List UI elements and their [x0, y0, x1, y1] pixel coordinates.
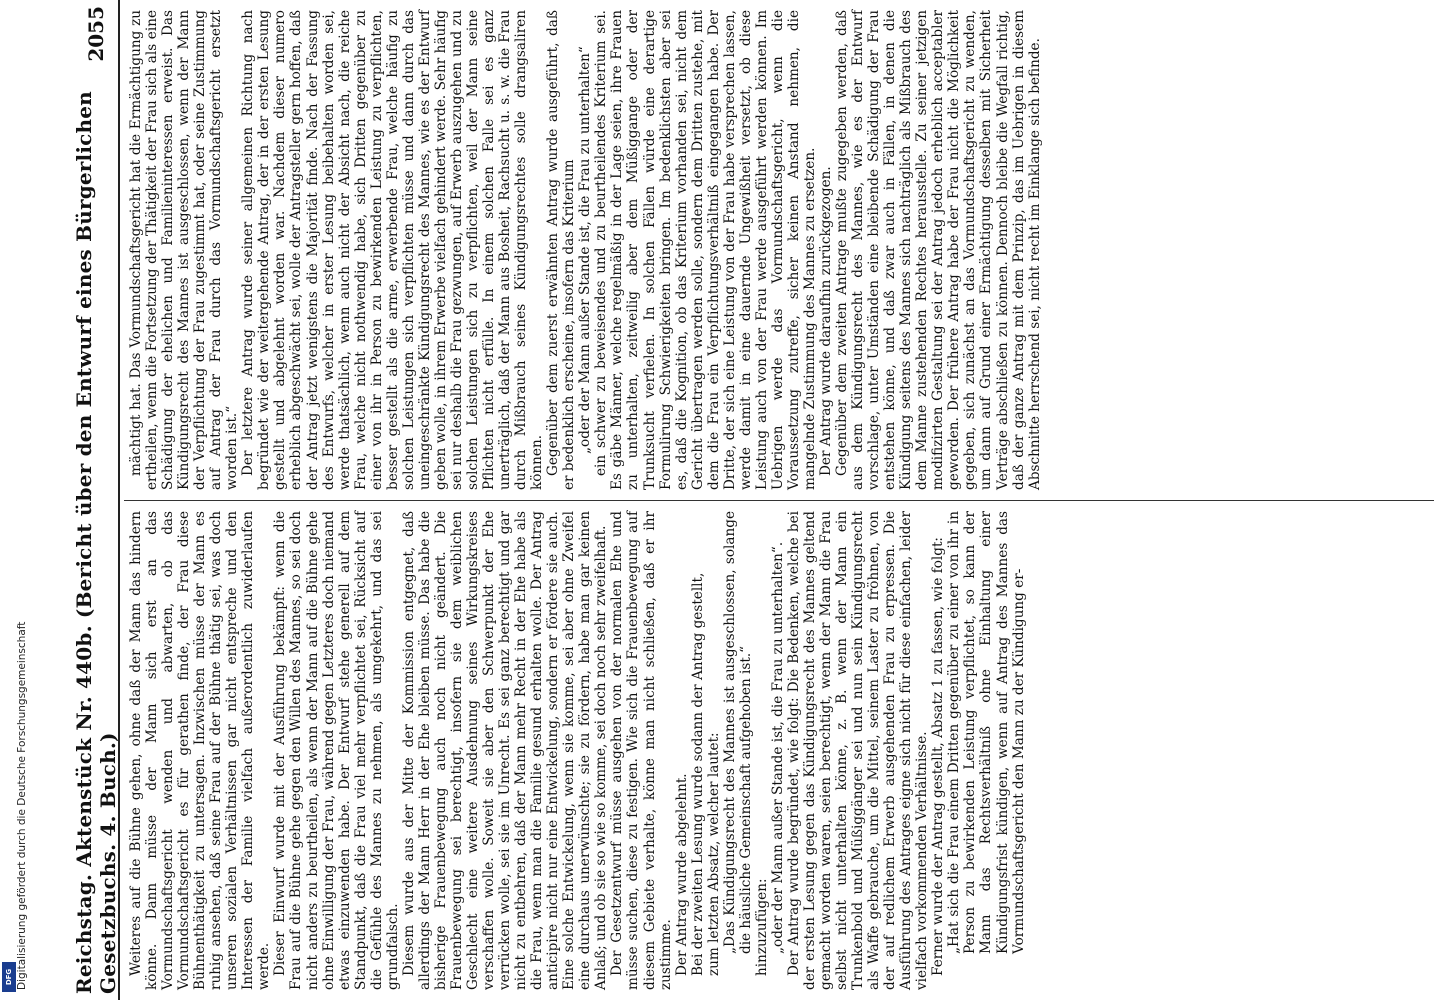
paragraph: Der Antrag wurde abgelehnt.	[673, 773, 690, 976]
right-column	[124, 0, 1434, 500]
paragraph: zum letzten Absatz, welcher lautet:	[705, 732, 722, 976]
paragraph: Gegenüber dem zweiten Antrage mußte zugegeben werden, daß aus dem Kündigungsrecht des Mannes, wie es der Entwurf vorschlage, unter Umständen eine bleibende Schädigung der Frau entstehen könne, und daß zwar auch in Fällen, in denen die Kündigung seitens des Mannes sich nachträglich als Mißbrauch des dem Manne zustehenden Rechtes herausstelle. Zu seiner jetzigen modifizirten Gestaltung sei der Antrag jedoch erheblich acceptabler geworden. Der frühere Antrag habe der Frau nicht die Möglichkeit gegeben, sich zunächst an das Vormundschaftsgericht zu wenden, um dann auf Grund einer Ermächtigung desselben mit Sicherheit Verträge abschließen zu können. Dennoch bleibe die Wegfall richtig, daß der ganze Antrag mit dem Prinzip, das im Uebrigen in diesem Abschnitte herrschend sei, nicht recht im Einklange sich befinde.	[834, 10, 1043, 490]
paragraph: ein schwer zu beweisendes und zu beurtheilendes Kriterium sei. Es gäbe Männer, welche regelmäßig in der Lage seien, ihre Frauen zu unterhalten, zeitweilig aber dem Müßiggange oder der Trunksucht verfielen. In solchen Fällen würde eine derartige Formulirung Schwierigkeiten bringen. Im bedenklichsten aber sei es, daß die Kognition, ob das Kriterium vorhanden sei, nicht dem Gericht übertragen werden solle, sondern dem Dritten zustehe, mit dem die Frau ein Verpflichtungsverhältniß eingegangen habe. Der Dritte, der sich eine Leistung von der Frau habe versprechen lassen, werde damit in eine dauernde Ungewißheit versetzt, ob diese Leistung auch von der Frau werde ausgeführt werden können. Im Uebrigen werde das Vormundschaftsgericht, wenn die Voraussetzung zutreffe, sicher keinen Anstand nehmen, die mangelnde Zustimmung des Mannes zu ersetzen.	[593, 10, 818, 490]
page-header	[74, 0, 120, 1000]
digitization-note: Digitalisierung gefördert durch die Deutsche Forschungsgemeinschaft	[16, 621, 28, 990]
paragraph: „oder der Mann außer Stande ist, die Frau zu unterhalten“.	[769, 541, 786, 954]
paragraph: Der Antrag wurde begründet, wie folgt: Die Bedenken, welche bei der ersten Lesung gegen das Kündigungsrecht des Mannes geltend gemacht worden waren, seien berechtigt, wenn der Mann die Frau selbst nicht unterhalten könne, z. B. wenn der Mann ein Trunkenbold und Müßiggänger sei und nun sein Kündigungsrecht als Waffe gebrauche, um die Mittel, seinem Laster zu fröhnen, von der auf redlichem Erwerb ausgehenden Frau zu erpressen. Die Ausführung des Antrages eigne sich nicht für diese einfachen, leider vielfach vorkommenden Verhältnisse.	[785, 511, 931, 990]
dfg-logo-text: DFG	[5, 968, 13, 986]
page-number: 2055	[84, 6, 108, 62]
paragraph: Der letztere Antrag wurde seiner allgemeinen Richtung nach begründet wie der weitergehende Antrag, der in der ersten Lesung gestellt und abgelehnt worden war. Nachdem dieser numero erheblich abgeschwächt sei, wolle der Antragsteller gern hoffen, daß der Antrag jetzt wenigstens die Majorität finde. Nach der Fassung des Entwurfs, welcher in erster Lesung beibehalten worden sei, werde thatsächlich, wenn auch nicht der Absicht nach, die reiche Frau, welche nicht nothwendig habe, sich Dritten gegenüber zu einer von ihr in Person zu bewirkenden Leistung zu verpflichten, besser gestellt als die arme, erwerbende Frau, welche häufig zu solchen Leistungen sich verpflichten müsse und dann durch das uneingeschränkte Kündigungsrecht des Mannes, wie es der Entwurf geben wolle, in ihrem Erwerbe vielfach gehindert werde. Sehr häufig sei nur deshalb die Frau gezwungen, auf Erwerb auszugehen und zu solchen Leistungen sich zu verpflichten, weil der Mann seine Pflichten nicht erfülle. In einem solchen Falle sei es ganz unerträglich, daß der Mann aus Bosheit, Rachsucht u. s. w. die Frau durch Mißbrauch seines Kündigungsrechtes solle drangsaliren können.	[240, 10, 546, 490]
side-footer	[0, 0, 28, 1000]
document-page	[74, 0, 1434, 1000]
paragraph: Ferner wurde der Antrag gestellt, Absatz 1 zu fassen, wie folgt:	[930, 536, 947, 976]
paragraph: „oder der Mann außer Stande ist, die Frau zu unterhalten“	[577, 46, 594, 454]
paragraph: hinzuzufügen:	[753, 878, 770, 976]
paragraph: Bei der zweiten Lesung wurde sodann der Antrag gestellt,	[689, 572, 706, 976]
paragraph: Gegenüber dem zuerst erwähnten Antrag wurde ausgeführt, daß er bedenklich erscheine, insofern das Kriterium	[545, 10, 578, 490]
paragraph: Diesem wurde aus der Mitte der Kommission entgegnet, daß allerdings der Mann Herr in der Ehe bleiben müsse. Das habe die bisherige Frauenbewegung auch noch nicht geändert. Die Frauenbewegung sei berechtigt, insofern sie dem weiblichen Geschlecht eine weitere Ausdehnung seines Wirkungskreises verschaffen wolle. Soweit sie aber den Schwerpunkt der Ehe verrücken wolle, sei sie im Unrecht. Es sei ganz berechtigt und gar nicht zu entbehren, daß der Mann mehr Recht in der Ehe habe als die Frau, wenn man die Familie gesund erhalten wolle. Der Antrag anticipire nicht nur eine Entwickelung, sondern er fördere sie auch. Eine solche Entwickelung, wenn sie komme, sei aber ohne Zweifel eine durchaus unerwünschte; sie zu fördern, habe man gar keinen Anlaß; und ob sie so wie so komme, sei doch noch sehr zweifelhaft.	[400, 511, 610, 990]
paragraph: Dieser Einwurf wurde mit der Ausführung bekämpft: wenn die Frau auf die Bühne gehe gegen den Willen des Mannes, so sei doch nicht anders zu beurtheilen, als wenn der Mann auf die Bühne gehe ohne Einwilligung der Frau, während gegen Letzteres doch niemand etwas einzuwenden habe. Der Entwurf stehe generell auf dem Standpunkt, daß die Frau viel mehr verpflichtet sei, Rücksicht auf die Gefühle des Mannes zu nehmen, als umgekehrt, und das sei grundfalsch.	[272, 511, 401, 990]
paragraph: Weiteres auf die Bühne gehen, ohne daß der Mann das hindern könne. Dann müsse der Mann sich erst an das Vormundschaftsgericht wenden und abwarten, ob das Vormundschaftsgericht es für gerathen finde, der Frau diese Bühnenthätigkeit zu untersagen. Inzwischen müsse der Mann es ruhig ansehen, daß seine Frau auf der Bühne thätig sei, was doch unseren sozialen Verhältnissen gar nicht entspreche und den Interessen der Familie vielfach außerordentlich zuwiderlaufen werde.	[128, 511, 273, 990]
text-columns	[124, 0, 1434, 1000]
paragraph: „Hat sich die Frau einem Dritten gegenüber zu einer von ihr in Person zu bewirkenden Leistung verpflichtet, so kann der Mann das Rechtsverhältniß ohne Einhaltung einer Kündigungsfrist kündigen, wenn auf Antrag des Mannes das Vormundschaftsgericht den Mann zu der Kündigung er-	[946, 511, 1027, 954]
running-title: Reichstag. Aktenstück Nr. 440b. (Bericht über den Entwurf eines Bürgerlichen Gesetzbuchs. 4. Buch.)	[72, 91, 120, 994]
paragraph: „Das Kündigungsrecht des Mannes ist ausgeschlossen, solange die häusliche Gemeinschaft aufgehoben ist.“	[721, 511, 754, 954]
paragraph: mächtigt hat. Das Vormundschaftsgericht hat die Ermächtigung zu ertheilen, wenn die Fortsetzung der Thätigkeit der Frau sich als eine Schädigung der ehelichen und Familieninteressen erweist. Das Kündigungsrecht des Mannes ist ausgeschlossen, wenn der Mann der Verpflichtung der Frau zugestimmt hat, oder seine Zustimmung auf Antrag der Frau durch das Vormundschaftsgericht ersetzt worden ist.“	[128, 10, 241, 490]
paragraph: Der Antrag wurde daraufhin zurückgezogen.	[818, 166, 835, 476]
dfg-logo	[2, 962, 16, 992]
paragraph: Der Gesetzentwurf müsse ausgehen von der normalen Ehe und müsse suchen, diese zu festigen. Wie sich die Frauenbewegung auf diesem Gebiete verhalte, könne man nicht schließen, daß er ihr zustimme.	[609, 511, 674, 990]
left-column	[124, 500, 1434, 1000]
